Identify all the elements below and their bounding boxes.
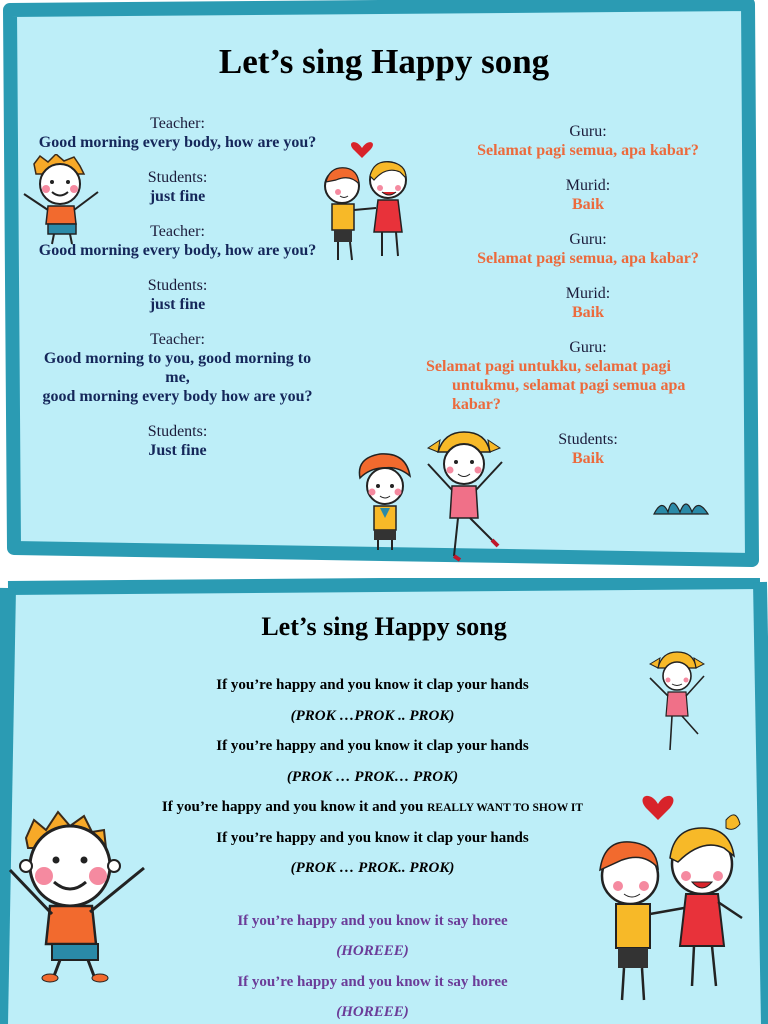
boy-waving-illustration <box>0 808 152 986</box>
dialogue-label: Teacher: <box>150 223 205 240</box>
dialogue-label: Teacher: <box>150 331 205 348</box>
dialogue-label: Teacher: <box>150 115 205 132</box>
dialogue-label: Students: <box>147 423 208 440</box>
lyric-line: If you’re happy and you know it clap your hands <box>216 829 529 846</box>
lyric-line: If you’re happy and you know it say horee <box>237 973 508 990</box>
dialogue-line: Good morning every body, how are you? <box>38 134 317 151</box>
dialogue-line: Baik <box>571 450 604 467</box>
dialogue-label: Murid: <box>565 177 611 194</box>
slide-2 <box>0 578 768 1024</box>
dialogue-line-part: untukmu, selamat pagi semua apa <box>452 377 686 394</box>
dialogue-line: Good morning every body, how are you? <box>38 242 317 259</box>
lyric-line: If you’re happy and you know it say horee <box>237 912 508 929</box>
grass-icon <box>652 492 710 516</box>
dialogue-label: Students: <box>147 277 208 294</box>
dialogue-line: Good morning to you, good morning to <box>43 350 312 367</box>
lyric-line: (PROK … PROK… PROK) <box>286 768 459 785</box>
dialogue-label: Guru: <box>569 123 607 140</box>
lyric-line: (PROK … PROK.. PROK) <box>290 860 455 876</box>
page-title: Let’s sing Happy song <box>261 612 507 641</box>
lyric-line: If you’re happy and you know it clap your hands <box>216 677 529 693</box>
heart-icon <box>351 142 373 158</box>
dialogue-line-part: Selamat pagi untukku, selamat pagi <box>426 358 671 375</box>
lyric-line: (HOREEE) <box>336 1004 409 1020</box>
dialogue-line: just fine <box>149 188 206 205</box>
couple-illustration <box>590 790 750 1010</box>
dialogue-label: Guru: <box>569 231 607 248</box>
dialogue-line: Selamat pagi semua, apa kabar? <box>477 142 699 159</box>
dialogue-line: Just fine <box>148 442 207 459</box>
dialogue-line: just fine <box>149 296 206 313</box>
song-lyrics <box>110 670 635 1024</box>
dialogue-line <box>418 357 758 414</box>
lyric-line: (HOREEE) <box>336 943 409 959</box>
lyric-line <box>110 792 635 823</box>
dialogue-label: Murid: <box>565 285 611 302</box>
dialogue-line: Selamat pagi semua, apa kabar? <box>477 250 699 267</box>
dialogue-line: Baik <box>571 304 604 321</box>
page-title: Let’s sing Happy song <box>218 42 550 81</box>
lyric-line-part: If you’re happy and you know it and you <box>161 799 424 815</box>
lyric-line-part: REALLY WANT TO SHOW IT <box>427 802 584 814</box>
girl-small-illustration <box>644 650 710 758</box>
indonesian-dialogue <box>418 122 758 468</box>
dialogue-label: Students: <box>147 169 208 186</box>
dialogue-line: good morning every body how are you? <box>42 388 313 405</box>
dialogue-label: Students: <box>558 431 618 448</box>
dialogue-label: Guru: <box>569 339 607 356</box>
boy-standing-illustration <box>354 452 416 554</box>
heart-icon <box>643 796 674 820</box>
dialogue-line: me, <box>165 369 190 386</box>
girl-jumping-illustration <box>418 428 510 566</box>
lyric-line: If you’re happy and you know it clap your hands <box>216 738 529 754</box>
couple-illustration <box>316 136 420 266</box>
lyric-line: (PROK …PROK .. PROK) <box>290 707 455 724</box>
boy-waving-illustration <box>18 154 104 248</box>
dialogue-line-part: kabar? <box>452 396 501 413</box>
dialogue-line: Baik <box>571 196 604 213</box>
